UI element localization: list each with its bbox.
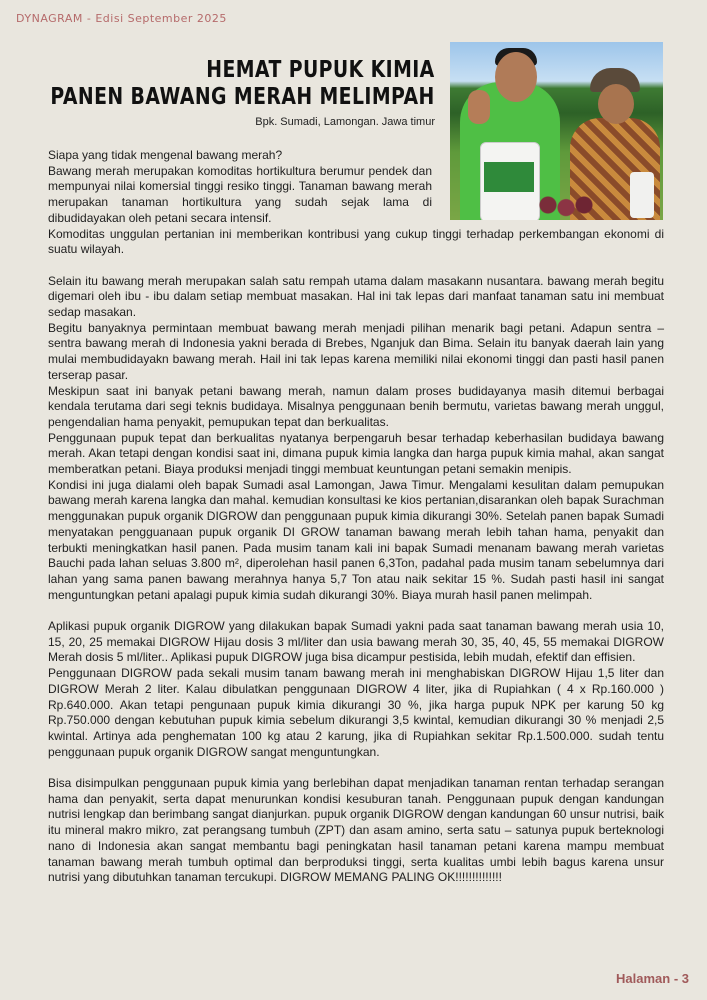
intro-question: Siapa yang tidak mengenal bawang merah? bbox=[48, 148, 283, 162]
paragraph-5: Penggunaan pupuk tepat dan berkualitas nyatanya berpengaruh besar terhadap keberhasilan budidaya bawang merah. Akan tetapi dengan kondisi saat ini, dimana pupuk kimia langka dan harga pupuk kimia mahal, akan sangat memberatkan petani. Biaya produksi menjadi tinggi membuat keuntungan petani semakin menipis. bbox=[48, 430, 664, 477]
farmer-left-head bbox=[495, 52, 537, 102]
paragraph-gap bbox=[48, 760, 664, 776]
paragraph-1: Komoditas unggulan pertanian ini memberikan kontribusi yang cukup tinggi terhadap perkembangan ekonomi di suatu wilayah. bbox=[48, 226, 664, 257]
masthead: DYNAGRAM - Edisi September 2025 bbox=[16, 12, 227, 25]
paragraph-9: Bisa disimpulkan penggunaan pupuk kimia yang berlebihan dapat menjadikan tanaman rentan terhadap serangan hama dan penyakit, serta dapat menurunkan kondisi kesuburan tanah. Penggunaan pupuk dengan kandungan nutrisi lengkap dan berimbang sangat dianjurkan. pupuk organik DIGROW dengan kandungan 60 unsur nutrisi, baik itu mineral makro mikro, zat perangsang tumbuh (ZPT) dan asam amino, serta satu – satunya pupuk berteknologi nano di Indonesia akan sangat membantu bagi peningkatan hasil tanaman petani karena mampu membuat tanaman bawang merah tumbuh optimal dan berproduksi tinggi, serta kualitas umbi lebih bagus karena unsur nutrisi yang dibutuhkan tanaman tercukupi. DIGROW MEMANG PALING OK!!!!!!!!!!!!!! bbox=[48, 776, 664, 885]
byline: Bpk. Sumadi, Lamongan. Jawa timur bbox=[255, 116, 435, 128]
paragraph-6: Kondisi ini juga dialami oleh bapak Sumadi asal Lamongan, Jawa Timur. Mengalami kesulitan dalam pemupukan bawang merah karena langka dan mahal. kemudian konsultasi ke kios pertanian,disarankan oleh bapak Surachman menggunakan pupuk organik DIGROW dan penggunaan pupuk kimia dikurangi 30%. Setelah panen bapak Sumadi menyatakan pengguanaan pupuk organik DI GROW tanaman bawang merah lebih tahan hama, penyakit dan terbukti meningkatkan hasil panen. Pada musim tanam kali ini bapak Sumadi menanam bawang merah varietas Bauchi pada lahan seluas 3.800 m², diperolehan hasil panen 6,3Ton, padahal pada musim tanam sebelumnya dari lahan yang sama panen bawang merahnya hanya 5,7 Ton atau naik sekitar 15 %. Sudah pasti hasil ini sangat menguntungkan petani apalagi pupuk kimia sudah dikurangi 30%. Biaya murah hasil panen melimpah. bbox=[48, 477, 664, 602]
paragraph-gap bbox=[48, 258, 664, 274]
paragraph-7: Aplikasi pupuk organik DIGROW yang dilakukan bapak Sumadi yakni pada saat tanaman bawang merah usia 10, 15, 20, 25 memakai DIGROW Hijau dosis 3 ml/liter dan usia bawang merah 30, 35, 40, 45, 55 memakai DIGROW Merah dosis 5 ml/liter.. Aplikasi pupuk DIGROW juga bisa dicampur pestisida, lebih mudah, efektif dan effisien. bbox=[48, 619, 664, 665]
paragraph-3: Begitu banyaknya permintaan membuat bawang merah menjadi pilihan menarik bagi petani. Adapun sentra – sentra bawang merah di Indonesia yakni berada di Brebes, Nganjuk dan Bima. Selain itu banyak daerah lain yang mulai membudidayakn bawang merah. Hail ini tak lepas karena memiliki nilai ekonomi tinggi dan pasti hasil panen terserap pasar. bbox=[48, 320, 664, 382]
paragraph-4: Meskipun saat ini banyak petani bawang merah, namun dalam proses budidayanya masih ditemui berbagai kendala terutama dari segi teknis budidaya. Misalnya penggunaan benih bermutu, varietas bawang merah unggul, pengendalian hama penyakit, pemupukan tepat dan berkualitas. bbox=[48, 383, 664, 429]
intro-paragraph: Bawang merah merupakan komoditas hortikultura berumur pendek dan mempunyai nilai komersial tinggi resiko tinggi. Tanaman bawang merah merupakan tanaman hortikultura yang sudah sejak lama di dibudidayakan oleh petani secara intensif. bbox=[48, 163, 432, 225]
article-body bbox=[48, 148, 664, 886]
title-line-1: HEMAT PUPUK KIMIA bbox=[206, 57, 435, 83]
paragraph-2: Selain itu bawang merah merupakan salah satu rempah utama dalam masakann nusantara. bawang merah begitu digemari oleh ibu - ibu dalam setiap membuat masakan. Hal ini tak lepas dari manfaat tanaman satu ini membuat sedap masakan. bbox=[48, 273, 664, 320]
thumbs-up-hand bbox=[468, 90, 490, 124]
page-number: Halaman - 3 bbox=[616, 971, 689, 986]
article-title bbox=[0, 57, 435, 111]
paragraph-8: Penggunaan DIGROW pada sekali musim tanam bawang merah ini menghabiskan DIGROW Hijau 1,5 liter dan DIGROW Merah 2 liter. Kalau dibulatkan penggunaan DIGROW 4 liter, jika di Rupiahkan ( 4 x Rp.160.000 ) Rp.640.000. Akan tetapi pengunaan pupuk kimia dikurangi 30 %, jika harga pupuk NPK per karung 50 kg Rp.750.000 dengan kebutuhan pupuk kimia sebelum dikurangi 3,5 kwintal, kemudian dikurangi 30 % menjadi 2,5 kwintal. Artinya ada penghematan 100 kg atau 2 karung, jika di Rupiahkan sekitar Rp.1.500.000. sudah tentu penggunaan pupuk organik DIGROW sangat menguntungkan. bbox=[48, 666, 664, 759]
title-line-2: PANEN BAWANG MERAH MELIMPAH bbox=[50, 84, 435, 110]
farmer-right-head bbox=[598, 84, 634, 124]
paragraph-gap bbox=[48, 603, 664, 619]
